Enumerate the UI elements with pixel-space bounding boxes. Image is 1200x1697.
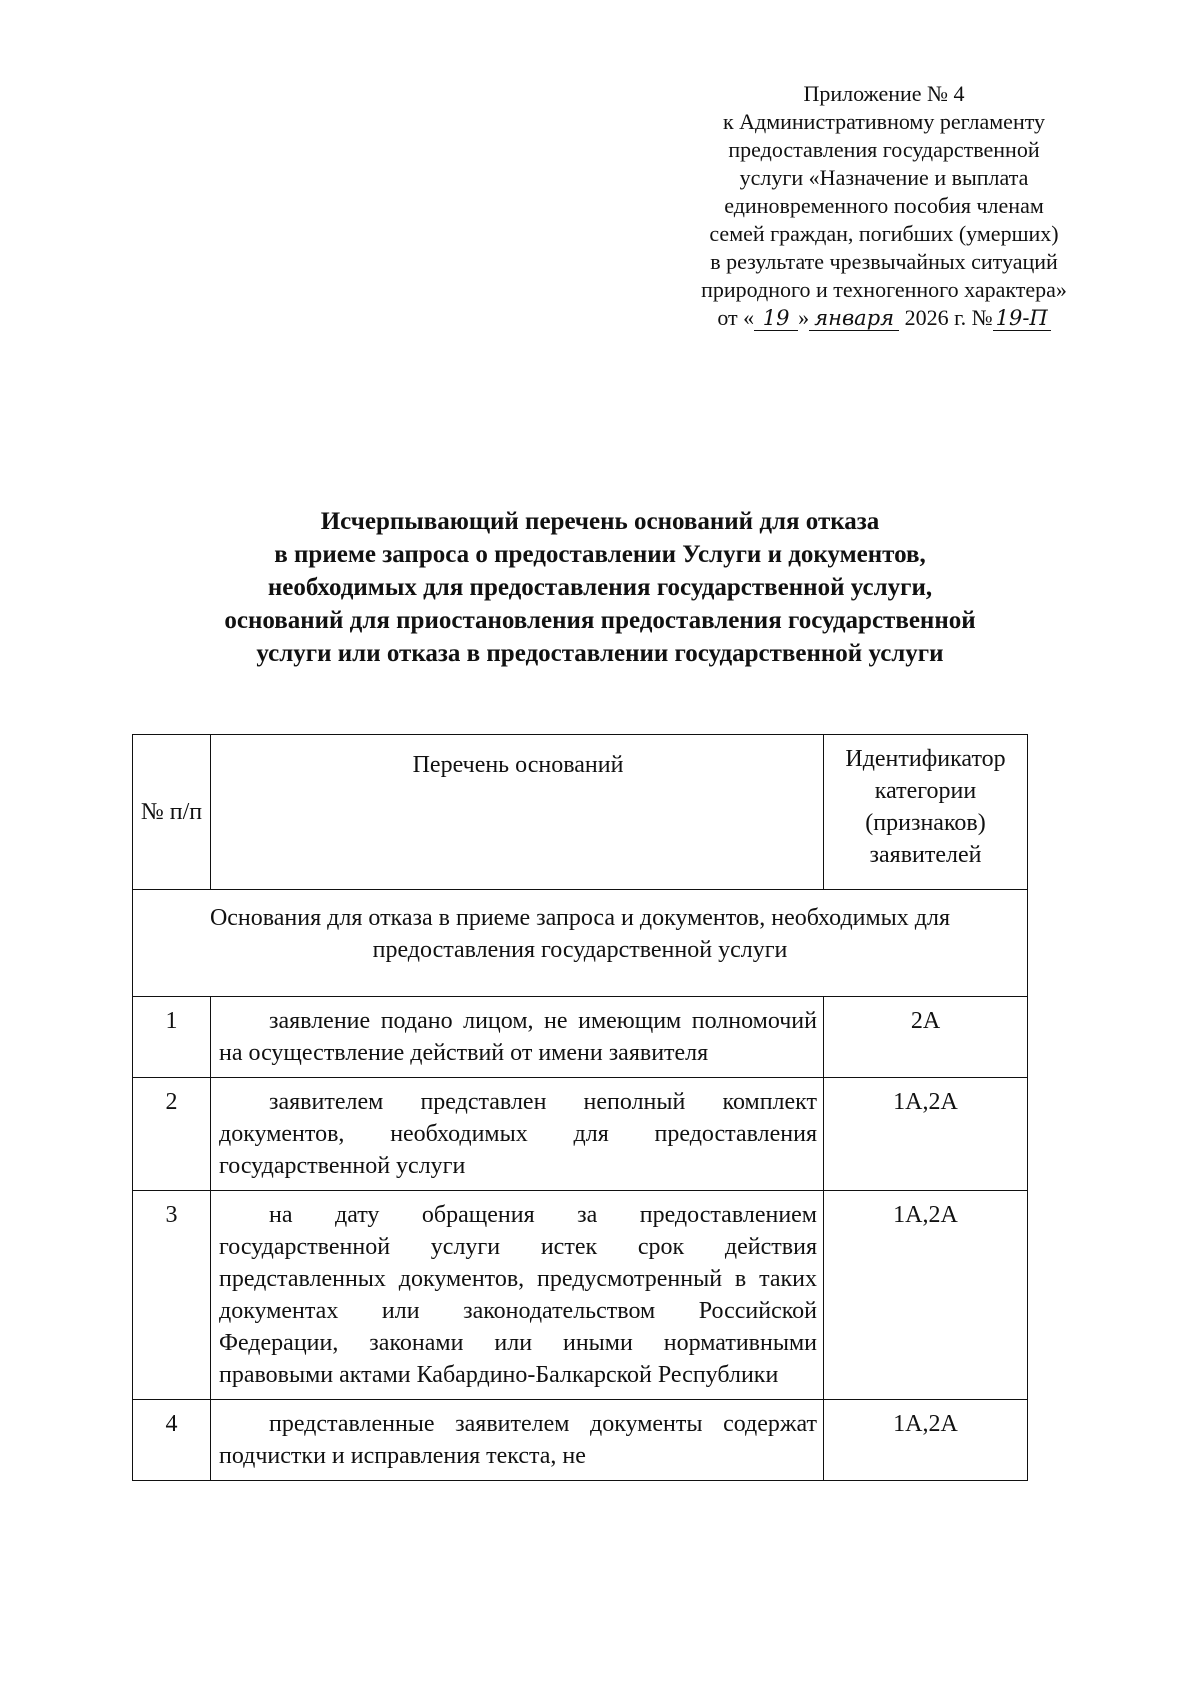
table-row — [133, 1191, 1028, 1400]
table-row — [133, 1400, 1028, 1481]
row-number: 3 — [133, 1191, 211, 1400]
row-reason: представленные заявителем документы содержат подчистки и исправления текста, не — [211, 1400, 824, 1481]
appendix-date-line — [664, 304, 1104, 332]
row-number: 1 — [133, 997, 211, 1078]
row-identifier: 1А,2А — [824, 1191, 1028, 1400]
title-line: Исчерпывающий перечень оснований для отказа — [320, 508, 880, 535]
row-identifier: 2А — [824, 997, 1028, 1078]
table-row — [133, 1078, 1028, 1191]
title-line: услуги или отказа в предоставлении государственной услуги — [256, 640, 944, 667]
date-year: 2026 г. № — [904, 305, 993, 330]
row-identifier: 1А,2А — [824, 1400, 1028, 1481]
appendix-line: единовременного пособия членам — [724, 193, 1044, 218]
row-identifier: 1А,2А — [824, 1078, 1028, 1191]
appendix-line: предоставления государственной — [728, 137, 1040, 162]
section-row — [133, 890, 1028, 997]
date-quote-close: » — [798, 305, 810, 330]
handwritten-day: 19 — [754, 306, 798, 331]
reasons-table — [132, 734, 1028, 1481]
appendix-line: услуги «Назначение и выплата — [739, 165, 1029, 190]
row-number: 2 — [133, 1078, 211, 1191]
appendix-line: в результате чрезвычайных ситуаций — [710, 249, 1058, 274]
row-number: 4 — [133, 1400, 211, 1481]
title-line: оснований для приостановления предоставления государственной — [224, 607, 976, 634]
section-heading: Основания для отказа в приеме запроса и документов, необходимых для предоставления государственной услуги — [133, 890, 1028, 997]
table-row — [133, 997, 1028, 1078]
table-header-row — [133, 735, 1028, 890]
appendix-line: семей граждан, погибших (умерших) — [709, 221, 1059, 246]
title-line: необходимых для предоставления государственной услуги, — [267, 574, 933, 601]
appendix-line: к Административному регламенту — [722, 109, 1046, 134]
appendix-block — [664, 80, 1104, 332]
header-identifier: Идентификатор категории (признаков) заявителей — [824, 735, 1028, 890]
header-num: № п/п — [133, 735, 211, 890]
date-prefix: от « — [717, 305, 755, 330]
handwritten-month: января — [809, 306, 899, 331]
appendix-line: природного и техногенного характера» — [701, 277, 1067, 302]
document-title — [120, 505, 1080, 670]
row-reason: заявление подано лицом, не имеющим полномочий на осуществление действий от имени заявителя — [211, 997, 824, 1078]
handwritten-number: 19-П — [993, 306, 1051, 331]
row-reason: заявителем представлен неполный комплект документов, необходимых для предоставления государственной услуги — [211, 1078, 824, 1191]
appendix-line: Приложение № 4 — [803, 81, 965, 106]
header-reasons: Перечень оснований — [211, 735, 824, 890]
row-reason: на дату обращения за предоставлением государственной услуги истек срок действия представленных документов, предусмотренный в таких документах или законодательством Российской Федерации, законами или иными нормативными правовыми актами Кабардино-Балкарской Республики — [211, 1191, 824, 1400]
title-line: в приеме запроса о предоставлении Услуги и документов, — [274, 541, 926, 568]
